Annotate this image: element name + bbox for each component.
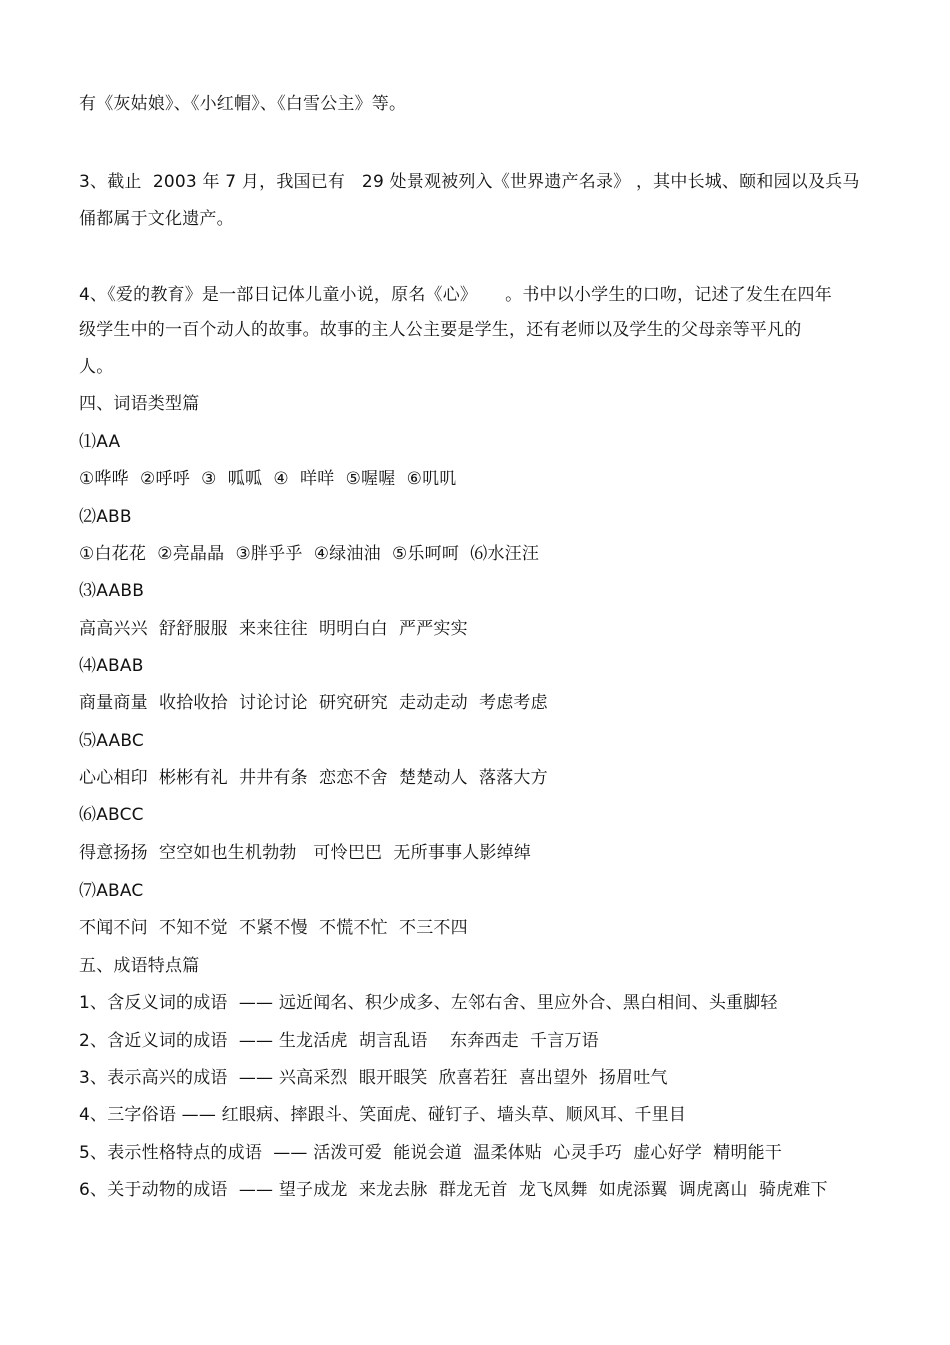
word-list: 商量商量 收拾收拾 讨论讨论 研究研究 走动走动 考虑考虑 [79, 693, 548, 713]
idiom-item: 3、表示高兴的成语 —— 兴高采烈 眼开眼笑 欣喜若狂 喜出望外 扬眉吐气 [79, 1068, 668, 1088]
idiom-item: 2、含近义词的成语 —— 生龙活虎 胡言乱语 东奔西走 千言万语 [79, 1031, 599, 1051]
section-heading: 四、词语类型篇 [79, 394, 200, 414]
idiom-item: 5、表示性格特点的成语 —— 活泼可爱 能说会道 温柔体贴 心灵手巧 虚心好学 精明能干 [79, 1143, 783, 1163]
subsection-heading: ⑴AA [79, 432, 121, 452]
paragraph-line: 4、《爱的教育》是一部日记体儿童小说，原名《心》 。书中以小学生的口吻，记述了发生在四年 [79, 285, 832, 305]
word-list: 不闻不问 不知不觉 不紧不慢 不慌不忙 不三不四 [79, 918, 468, 938]
paragraph-line: 有《灰姑娘》、《小红帽》、《白雪公主》等。 [79, 94, 407, 114]
word-list: ①哗哗 ②呼呼 ③ 呱呱 ④ 咩咩 ⑤喔喔 ⑥叽叽 [79, 469, 457, 489]
subsection-heading: ⑶AABB [79, 581, 145, 601]
paragraph-line: 俑都属于文化遗产。 [79, 209, 234, 229]
paragraph-line: 级学生中的一百个动人的故事。故事的主人公主要是学生，还有老师以及学生的父母亲等平凡的 [79, 320, 802, 340]
subsection-heading: ⑷ABAB [79, 656, 144, 676]
word-list: 心心相印 彬彬有礼 井井有条 恋恋不舍 楚楚动人 落落大方 [79, 768, 548, 788]
subsection-heading: ⑹ABCC [79, 805, 144, 825]
word-list: 得意扬扬 空空如也生机勃勃 可怜巴巴 无所事事人影绰绰 [79, 843, 532, 863]
word-list: ①白花花 ②亮晶晶 ③胖乎乎 ④绿油油 ⑤乐呵呵 ⑹水汪汪 [79, 544, 540, 564]
subsection-heading: ⑺ABAC [79, 881, 144, 901]
subsection-heading: ⑵ABB [79, 507, 132, 527]
paragraph-line: 人。 [79, 357, 114, 377]
idiom-item: 6、关于动物的成语 —— 望子成龙 来龙去脉 群龙无首 龙飞凤舞 如虎添翼 调虎离山 骑虎难下 [79, 1180, 828, 1200]
word-list: 高高兴兴 舒舒服服 来来往往 明明白白 严严实实 [79, 619, 468, 639]
subsection-heading: ⑸AABC [79, 731, 144, 751]
idiom-item: 4、三字俗语 —— 红眼病、摔跟斗、笑面虎、碰钉子、墙头草、顺风耳、千里目 [79, 1105, 687, 1125]
idiom-item: 1、含反义词的成语 —— 远近闻名、积少成多、左邻右舍、里应外合、黑白相间、头重脚轻 [79, 993, 778, 1013]
section-heading: 五、成语特点篇 [79, 956, 200, 976]
paragraph-line: 3、截止 2003 年 7 月，我国已有 29 处景观被列入《世界遗产名录》 ，其中长城、颐和园以及兵马 [79, 172, 860, 192]
